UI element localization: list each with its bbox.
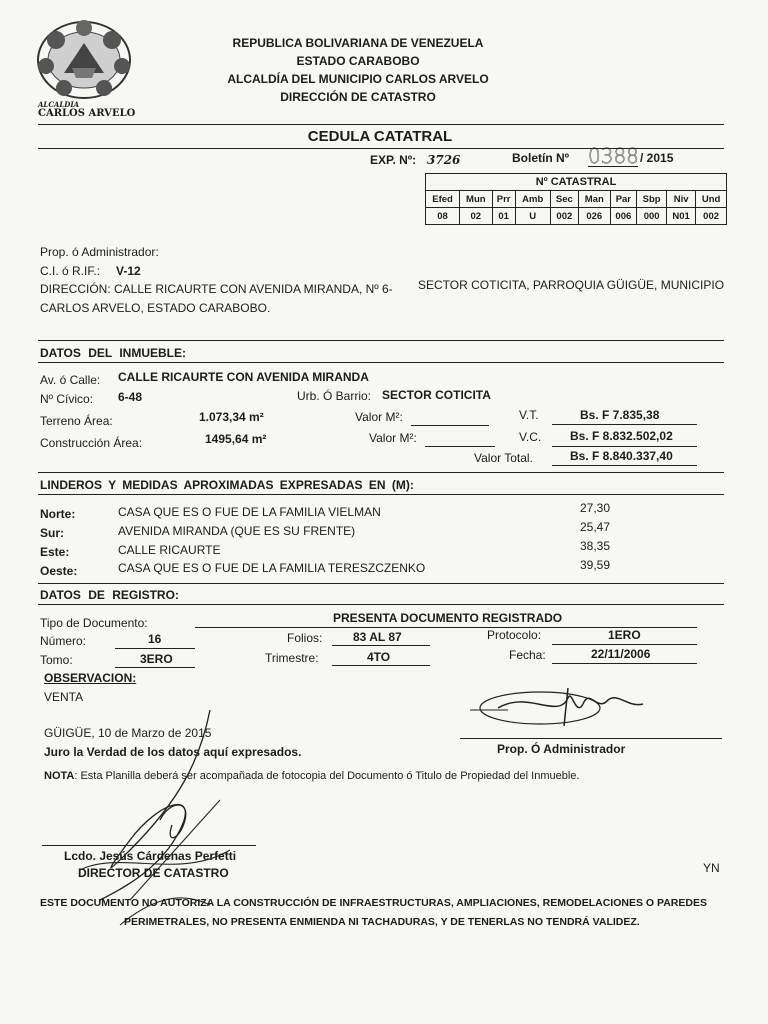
disclaimer-line-2: PERIMETRALES, NO PRESENTA ENMIENDA NI TACHADURAS, Y DE TENERLAS NO TENDRÁ VALIDEZ. [124, 916, 640, 928]
inmueble-top-rule [38, 340, 724, 341]
lindero-label: Este: [40, 545, 70, 559]
lindero-desc: CALLE RICAURTE [118, 543, 221, 557]
catastral-col: Par [610, 191, 637, 208]
registro-top-rule [38, 583, 724, 584]
catastral-header: Nº CATASTRAL [426, 174, 727, 191]
catastral-value: 01 [492, 208, 515, 225]
linderos-section-title: LINDEROS Y MEDIDAS APROXIMADAS EXPRESADAS EN (M): [40, 478, 414, 492]
lindero-desc: CASA QUE ES O FUE DE LA FAMILIA VIELMAN [118, 505, 381, 519]
valor-m2-line-construccion [425, 446, 495, 447]
header-line-3: ALCALDÍA DEL MUNICIPIO CARLOS ARVELO [227, 72, 489, 86]
construccion-value: 1495,64 m² [205, 432, 267, 446]
exp-value: 3726 [427, 153, 461, 167]
valor-total-value: Bs. F 8.840.337,40 [570, 449, 673, 463]
catastral-value: 006 [610, 208, 637, 225]
boletin-underline [588, 166, 638, 167]
owner-signature [468, 680, 668, 740]
fecha-underline [552, 663, 697, 664]
lindero-label: Sur: [40, 526, 64, 540]
vc-label: V.C. [519, 430, 542, 444]
catastral-col: Man [578, 191, 610, 208]
direccion-line-1: DIRECCIÓN: CALLE RICAURTE CON AVENIDA MIRANDA, Nº 6- [40, 282, 393, 296]
valor-total-underline [552, 465, 697, 466]
lindero-label: Norte: [40, 507, 76, 521]
valor-m2-label-construccion: Valor M²: [369, 431, 417, 445]
ci-value: V-12 [116, 264, 141, 278]
header-line-2: ESTADO CARABOBO [296, 54, 420, 68]
direccion-line-1b: SECTOR COTICITA, PARROQUIA GÜIGÜE, MUNICIPIO [418, 278, 725, 292]
numero-value: 16 [148, 632, 162, 646]
folios-underline [332, 645, 430, 646]
logo-caption-municipio: CARLOS ARVELO [38, 108, 136, 119]
linderos-top-rule [38, 472, 724, 473]
boletin-value: 0388 [588, 144, 639, 168]
vc-underline [552, 446, 697, 447]
lindero-value: 27,30 [580, 501, 611, 515]
tipo-label: Tipo de Documento: [40, 616, 148, 630]
inmueble-bottom-rule [38, 362, 724, 363]
terreno-label: Terreno Área: [40, 414, 113, 428]
exp-label: EXP. Nº: [370, 153, 417, 167]
registro-section-title: DATOS DE REGISTRO: [40, 588, 179, 602]
catastral-col: Efed [426, 191, 460, 208]
catastral-col: Mun [460, 191, 492, 208]
valor-m2-line-terreno [411, 425, 489, 426]
catastral-value: N01 [667, 208, 696, 225]
director-title: DIRECTOR DE CATASTRO [78, 866, 229, 880]
title-top-rule [38, 124, 724, 125]
fecha-value: 22/11/2006 [591, 647, 651, 661]
lindero-label: Oeste: [40, 564, 78, 578]
folios-label: Folios: [287, 631, 323, 645]
ci-label: C.I. ó R.IF.: [40, 264, 101, 278]
page-title: CEDULA CATATRAL [307, 128, 453, 145]
numero-label: Número: [40, 634, 87, 648]
header-line-1: REPUBLICA BOLIVARIANA DE VENEZUELA [232, 36, 484, 50]
prop-admin-caption: Prop. Ó Administrador [497, 742, 626, 756]
protocolo-underline [552, 644, 697, 645]
catastral-value: 026 [578, 208, 610, 225]
catastral-value: 02 [460, 208, 492, 225]
valor-total-label: Valor Total. [474, 451, 533, 465]
protocolo-value: 1ERO [608, 628, 641, 642]
catastral-col: Amb [515, 191, 550, 208]
vt-underline [552, 424, 697, 425]
trimestre-value: 4TO [367, 650, 391, 664]
catastral-col: Niv [667, 191, 696, 208]
vc-value: Bs. F 8.832.502,02 [570, 429, 673, 443]
header-line-4: DIRECCIÓN DE CATASTRO [280, 90, 436, 104]
director-signature-line [42, 845, 256, 846]
catastral-table [425, 173, 727, 225]
inmueble-section-title: DATOS DEL INMUEBLE: [40, 346, 187, 360]
director-name: Lcdo. Jesús Cárdenas Perfetti [64, 849, 237, 863]
protocolo-label: Protocolo: [487, 628, 542, 642]
valor-m2-label-terreno: Valor M²: [355, 410, 403, 424]
civico-value: 6-48 [118, 390, 143, 404]
direccion-line-2: CARLOS ARVELO, ESTADO CARABOBO. [40, 301, 271, 315]
lindero-desc: AVENIDA MIRANDA (QUE ES SU FRENTE) [118, 524, 356, 538]
lindero-value: 38,35 [580, 539, 611, 553]
vt-label: V.T. [519, 408, 539, 422]
civico-label: Nº Cívico: [40, 392, 94, 406]
catastral-value: U [515, 208, 550, 225]
trimestre-label: Trimestre: [265, 651, 319, 665]
catastral-col: Sbp [637, 191, 667, 208]
disclaimer-line-1: ESTE DOCUMENTO NO AUTORIZA LA CONSTRUCCIÓN DE INFRAESTRUCTURAS, AMPLIACIONES, REMODELACIONES O PAREDES [40, 897, 707, 909]
numero-underline [115, 648, 195, 649]
observacion-value: VENTA [44, 690, 84, 704]
logo-caption: ALCALDIA [38, 100, 80, 109]
av-label: Av. ó Calle: [40, 373, 101, 387]
vt-value: Bs. F 7.835,38 [580, 408, 660, 422]
prop-label: Prop. ó Administrador: [40, 245, 159, 259]
urb-value: SECTOR COTICITA [382, 388, 491, 402]
tomo-label: Tomo: [40, 653, 73, 667]
urb-label: Urb. Ó Barrio: [297, 389, 372, 403]
lindero-value: 25,47 [580, 520, 611, 534]
nota-text: : Esta Planilla deberá ser acompañada de fotocopia del Documento ó Titulo de Propiedad del Inmueble. [74, 770, 580, 782]
lindero-desc: CASA QUE ES O FUE DE LA FAMILIA TERESZCZENKO [118, 561, 426, 575]
boletin-label: Boletín Nº [512, 151, 570, 165]
observacion-label: OBSERVACION: [44, 671, 137, 685]
tipo-value: PRESENTA DOCUMENTO REGISTRADO [333, 611, 563, 625]
folios-value: 83 AL 87 [353, 630, 402, 644]
catastral-col: Sec [550, 191, 578, 208]
catastral-col: Und [696, 191, 727, 208]
fecha-label: Fecha: [509, 648, 546, 662]
prop-admin-signature-line [460, 738, 722, 739]
catastral-value: 002 [550, 208, 578, 225]
tomo-value: 3ERO [140, 652, 173, 666]
typist-initials: YN [703, 861, 720, 875]
catastral-value: 000 [637, 208, 667, 225]
trimestre-underline [332, 665, 430, 666]
catastral-col: Prr [492, 191, 515, 208]
terreno-value: 1.073,34 m² [199, 410, 264, 424]
director-signature [60, 700, 260, 930]
catastral-value: 002 [696, 208, 727, 225]
tomo-underline [115, 667, 195, 668]
lindero-value: 39,59 [580, 558, 611, 572]
construccion-label: Construcción Área: [40, 436, 143, 450]
linderos-bottom-rule [38, 494, 724, 495]
registro-bottom-rule [38, 604, 724, 605]
catastral-value: 08 [426, 208, 460, 225]
place-date: GÜIGÜE, 10 de Marzo de 2015 [44, 726, 212, 740]
boletin-year: / 2015 [640, 151, 674, 165]
nota-label: NOTA [44, 770, 75, 782]
av-value: CALLE RICAURTE CON AVENIDA MIRANDA [118, 370, 369, 384]
juro-statement: Juro la Verdad de los datos aquí expresados. [44, 745, 302, 759]
